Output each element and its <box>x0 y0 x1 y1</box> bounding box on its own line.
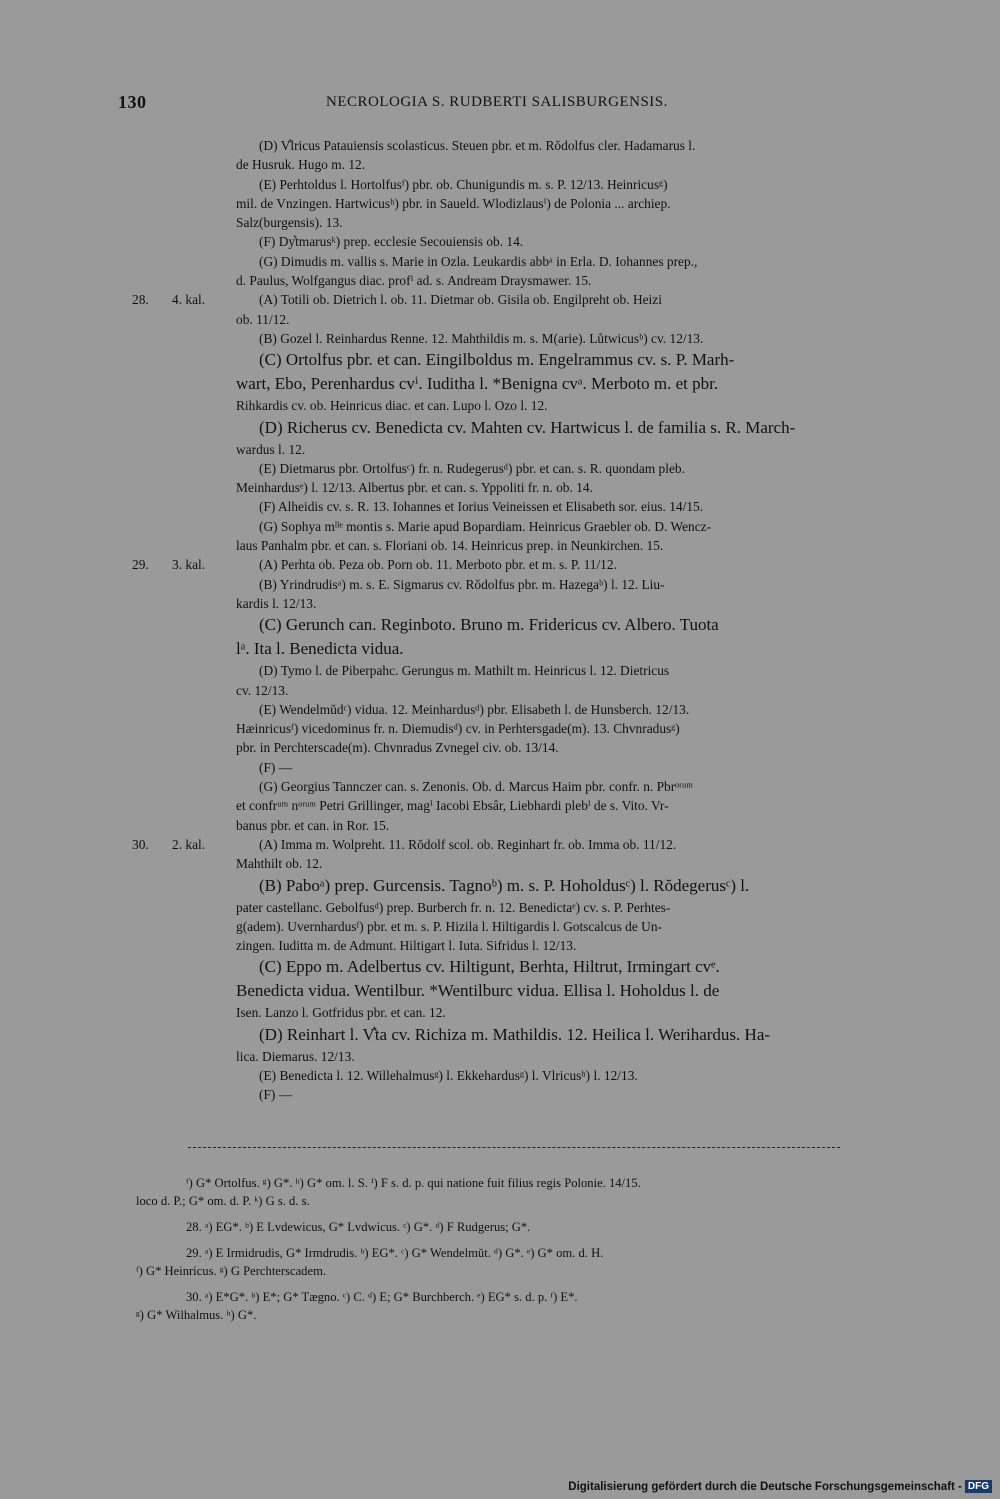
line-text: Meinhardusᵉ) l. 12/13. Albertus pbr. et can. s. Yppoliti fr. n. ob. 14. <box>236 480 593 496</box>
line-text: (G) Sophya mˡˡᵉ montis s. Marie apud Bopardiam. Heinricus Graebler ob. D. Wencz- <box>259 518 712 534</box>
text-line <box>118 1085 890 1104</box>
date-marker <box>132 555 242 574</box>
text-line <box>118 290 890 309</box>
text-line <box>118 459 890 478</box>
line-text: (G) Georgius Tannczer can. s. Zenonis. Ob. d. Marcus Haim pbr. confr. n. Pbrᵒʳᵘᵐ <box>259 779 693 795</box>
line-text: (C) Gerunch can. Reginboto. Bruno m. Fridericus cv. Albero. Tuota <box>259 615 719 635</box>
text-line <box>118 758 890 777</box>
line-text: pbr. in Perchterscade(m). Chvnradus Zvnegel civ. ob. 13/14. <box>236 740 559 756</box>
line-text: (F) — <box>259 1087 293 1103</box>
line-text: Salz(burgensis). 13. <box>236 215 343 231</box>
text-line <box>118 661 890 680</box>
text-line <box>118 232 890 251</box>
line-text: (E) Dietmarus pbr. Ortolfusᶜ) fr. n. Rudegerusᵈ) pbr. et can. s. R. quondam pleb. <box>259 460 685 476</box>
text-line <box>118 213 890 232</box>
line-text: wart, Ebo, Perenhardus cvⁱ. Iuditha l. *Benigna cvᵃ. Merboto m. et pbr. <box>236 374 719 394</box>
line-text: (C) Eppo m. Adelbertus cv. Hiltigunt, Berhta, Hiltrut, Irmingart cvᵉ. <box>259 957 720 977</box>
text-line <box>118 396 890 415</box>
kalends-label: 3. kal. <box>172 557 206 573</box>
text-line <box>118 440 890 459</box>
text-line <box>118 681 890 700</box>
text-line <box>118 816 890 835</box>
line-text: (F) Alheidis cv. s. R. 13. Iohannes et Iorius Veineissen et Elisabeth sor. eius. 14/15. <box>259 499 704 515</box>
page-header <box>118 92 888 116</box>
kalends-label: 4. kal. <box>172 292 206 308</box>
dfg-logo: DFG <box>965 1480 992 1493</box>
footnote-line: ᶠ) G* Heinricus. ᵍ) G Perchterscadem. <box>136 1264 327 1278</box>
line-text: Hæinricusᶠ) vicedominus fr. n. Diemudisᵈ) cv. in Perhtersgade(m). 13. Chvnradusᵍ) <box>236 721 680 737</box>
text-line <box>118 155 890 174</box>
text-line <box>118 372 890 396</box>
footnote-line: 30. ᵃ) E*G*. ᵇ) E*; G* Tægno. ᶜ) C. ᵈ) E; G* Burchberch. ᵉ) EG* s. d. p. ᶠ) E*. <box>186 1290 578 1304</box>
text-line <box>118 835 890 854</box>
line-text: d. Paulus, Wolfgangus diac. profⁱ ad. s. Andream Draysmawer. 15. <box>236 273 592 289</box>
text-line <box>118 898 890 917</box>
text-line <box>118 979 890 1003</box>
footnote-line: ᵍ) G* Wilhalmus. ʰ) G*. <box>136 1308 257 1322</box>
text-line <box>118 310 890 329</box>
line-text: zingen. Iuditta m. de Admunt. Hiltigart l. Iuta. Sifridus l. 12/13. <box>236 938 577 954</box>
date-marker <box>132 835 242 854</box>
text-line <box>118 594 890 613</box>
line-text: (D) Reinhart l. V͛ta cv. Richiza m. Mathildis. 12. Heilica l. Werihardus. Ha- <box>259 1024 771 1044</box>
line-text: (A) Perhta ob. Peza ob. Porn ob. 11. Merboto pbr. et m. s. P. 11/12. <box>259 557 617 573</box>
text-line <box>118 955 890 979</box>
date-number: 30. <box>132 836 149 852</box>
footnote-line: ᶠ) G* Ortolfus. ᵍ) G*. ʰ) G* om. l. S. ⁱ) F s. d. p. qui natione fuit filius regis Polonie. 14/15. <box>186 1176 641 1190</box>
date-number: 29. <box>132 557 149 573</box>
line-text: (E) Benedicta l. 12. Willehalmusᵍ) l. Ekkehardusᵍ) l. Vlricusʰ) l. 12/13. <box>259 1067 638 1083</box>
line-text: lᵃ. Ita l. Benedicta vidua. <box>236 639 404 659</box>
line-text: de Husruk. Hugo m. 12. <box>236 157 366 173</box>
line-text: et confrᵘᵐ nᵒʳᵘᵐ Petri Grillinger, magⁱ Iacobi Ebsâr, Liebhardi plebⁱ de s. Vito. Vr- <box>236 798 669 814</box>
text-line <box>118 637 890 661</box>
line-text: kardis l. 12/13. <box>236 595 317 611</box>
line-text: Isen. Lanzo l. Gotfridus pbr. et can. 12. <box>236 1005 446 1021</box>
text-line <box>118 497 890 516</box>
necrology-text <box>118 136 890 1105</box>
footnote-divider <box>188 1147 840 1148</box>
text-line <box>118 416 890 440</box>
line-text: (F) Dy͛tmarusᵏ) prep. ecclesie Secouiensis ob. 14. <box>259 234 524 250</box>
credit-text: Digitalisierung gefördert durch die Deutsche Forschungsgemeinschaft - <box>568 1480 962 1493</box>
text-line <box>118 874 890 898</box>
running-title: NECROLOGIA S. RUDBERTI SALISBURGENSIS. <box>326 94 668 110</box>
line-text: Benedicta vidua. Wentilbur. *Wentilburc vidua. Ellisa l. Hoholdus l. de <box>236 981 720 1001</box>
line-text: pater castellanc. Gebolfusᵈ) prep. Burberch fr. n. 12. Benedictaᵉ) cv. s. P. Perhtes- <box>236 899 671 915</box>
footnote-line: 29. ᵃ) E Irmidrudis, G* Irmdrudis. ᵇ) EG*. ᶜ) G* Wendelmŭt. ᵈ) G*. ᵉ) G* om. d. H. <box>186 1246 604 1260</box>
text-line <box>118 613 890 637</box>
line-text: (G) Dimudis m. vallis s. Marie in Ozla. Leukardis abbᵃ in Erla. D. Iohannes prep., <box>259 253 698 269</box>
text-line <box>118 575 890 594</box>
footnote-spacer <box>136 1236 896 1244</box>
text-line <box>118 777 890 796</box>
text-line <box>118 348 890 372</box>
line-text: banus pbr. et can. in Ror. 15. <box>236 817 390 833</box>
line-text: (F) — <box>259 759 293 775</box>
line-text: (A) Imma m. Wolpreht. 11. Rŏdolf scol. ob. Reginhart fr. ob. Imma ob. 11/12. <box>259 836 677 852</box>
line-text: (B) Gozel l. Reinhardus Renne. 12. Mahthildis m. s. M(arie). Lůtwicusᵇ) cv. 12/13. <box>259 330 704 346</box>
text-line <box>118 936 890 955</box>
text-line <box>118 271 890 290</box>
text-line <box>118 252 890 271</box>
footnote-spacer <box>136 1210 896 1218</box>
line-text: laus Panhalm pbr. et can. s. Floriani ob. 14. Heinricus prep. in Neunkirchen. 15. <box>236 538 664 554</box>
line-text: (D) Tymo l. de Piberpahc. Gerungus m. Mathilt m. Heinricus l. 12. Dietricus <box>259 663 670 679</box>
text-line <box>118 1023 890 1047</box>
line-text: (C) Ortolfus pbr. et can. Eingilboldus m. Engelrammus cv. s. P. Marh- <box>259 350 735 370</box>
line-text: Rihkardis cv. ob. Heinricus diac. et can. Lupo l. Ozo l. 12. <box>236 398 548 414</box>
text-line <box>118 478 890 497</box>
kalends-label: 2. kal. <box>172 836 206 852</box>
line-text: (B) Yrindrudisᵃ) m. s. E. Sigmarus cv. Rŏdolfus pbr. m. Hazegaᵇ) l. 12. Liu- <box>259 576 665 592</box>
text-line <box>118 555 890 574</box>
text-line <box>118 917 890 936</box>
text-line <box>118 719 890 738</box>
digitization-credit <box>568 1480 992 1493</box>
text-line <box>118 854 890 873</box>
text-line <box>118 1066 890 1085</box>
text-line <box>118 536 890 555</box>
text-line <box>118 136 890 155</box>
line-text: (E) Wendelmŭdᶜ) vidua. 12. Meinhardusᵈ) pbr. Elisabeth l. de Hunsberch. 12/13. <box>259 701 690 717</box>
line-text: Mahthilt ob. 12. <box>236 856 323 872</box>
date-number: 28. <box>132 292 149 308</box>
footnote-line: loco d. P.; G* om. d. P. ᵏ) G s. d. s. <box>136 1194 310 1208</box>
line-text: (B) Paboᵃ) prep. Gurcensis. Tagnoᵇ) m. s. P. Hoholdusᶜ) l. Rŏdegerusᶜ) l. <box>259 875 750 895</box>
text-line <box>118 796 890 815</box>
line-text: (A) Totili ob. Dietrich l. ob. 11. Dietmar ob. Gisila ob. Engilpreht ob. Heizi <box>259 292 662 308</box>
line-text: cv. 12/13. <box>236 682 289 698</box>
line-text: (E) Perhtoldus l. Hortolfusᶠ) pbr. ob. Chunigundis m. s. P. 12/13. Heinricusᵍ) <box>259 176 668 192</box>
text-line <box>118 329 890 348</box>
text-line <box>118 1003 890 1022</box>
line-text: (D) Richerus cv. Benedicta cv. Mahten cv. Hartwicus l. de familia s. R. March- <box>259 417 796 437</box>
date-marker <box>132 290 242 309</box>
line-text: ob. 11/12. <box>236 311 290 327</box>
line-text: g(adem). Uvernhardusᶠ) pbr. et m. s. P. Hizila l. Hiltigardis l. Gotscalcus de Un- <box>236 918 662 934</box>
line-text: wardus l. 12. <box>236 441 306 457</box>
text-line <box>118 738 890 757</box>
text-line <box>118 175 890 194</box>
line-text: lica. Diemarus. 12/13. <box>236 1048 355 1064</box>
footnote-spacer <box>136 1280 896 1288</box>
footnote-line: 28. ᵃ) EG*. ᵇ) E Lvdewicus, G* Lvdwicus. ᶜ) G*. ᵈ) F Rudgerus; G*. <box>186 1220 531 1234</box>
line-text: mil. de Vnzingen. Hartwicusʰ) pbr. in Saueld. Wlodizlausⁱ) de Polonia ... archiep. <box>236 195 671 211</box>
page-number: 130 <box>118 92 147 112</box>
text-line <box>118 700 890 719</box>
footnotes <box>136 1174 896 1324</box>
line-text: (D) V͛lricus Patauiensis scolasticus. Steuen pbr. et m. Rŏdolfus cler. Hadamarus l. <box>259 138 696 153</box>
text-line <box>118 1047 890 1066</box>
text-line <box>118 194 890 213</box>
text-line <box>118 517 890 536</box>
